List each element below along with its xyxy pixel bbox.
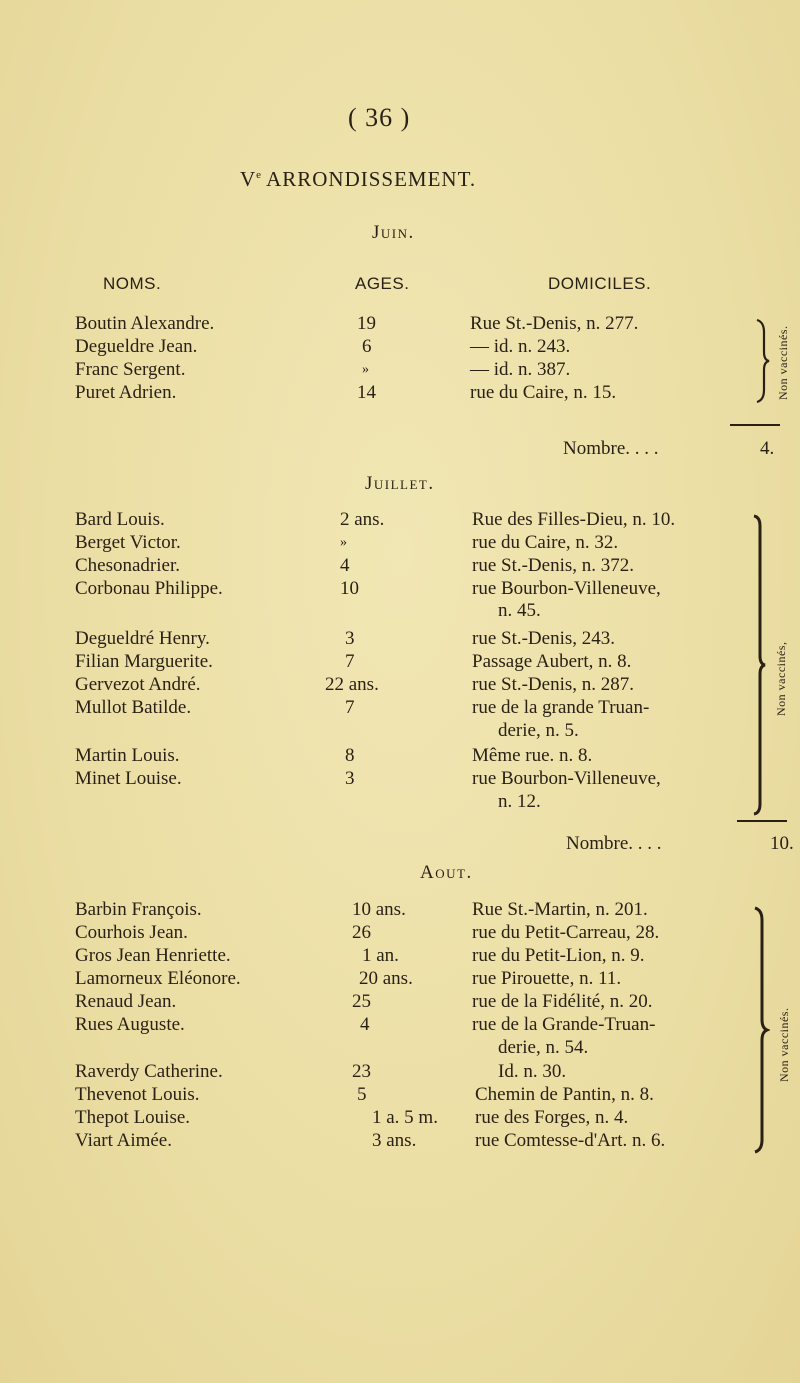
entry-domicile: rue de la Fidélité, n. 20. (472, 991, 653, 1012)
entry-name: Courhois Jean. (75, 922, 188, 943)
heading-ordinal-sup: e (256, 169, 263, 181)
status-label: Non vaccinés. (777, 1007, 791, 1082)
entry-age: 20 ans. (359, 968, 413, 989)
entry-domicile-continued: derie, n. 5. (498, 720, 579, 741)
entry-name: Mullot Batilde. (75, 697, 192, 718)
entry-domicile: Rue des Filles-Dieu, n. 10. (472, 509, 676, 530)
entry-age: 2 ans. (340, 509, 385, 530)
column-header-names: NOMS. (103, 274, 162, 293)
entry-name: Minet Louise. (75, 768, 182, 789)
entry-age: 7 (345, 651, 355, 672)
entry-name: Degueldre Jean. (75, 336, 198, 357)
page-heading (240, 167, 476, 192)
entry-age: 4 (360, 1014, 370, 1035)
right-brace-icon (752, 514, 768, 816)
total-rule (730, 424, 780, 426)
entry-domicile: Passage Aubert, n. 8. (472, 651, 632, 672)
entry-age: 26 (352, 922, 371, 943)
entry-domicile: — id. n. 243. (470, 336, 571, 357)
entry-age: 3 (345, 628, 355, 649)
entry-domicile: — id. n. 387. (470, 359, 571, 380)
entry-name: Renaud Jean. (75, 991, 177, 1012)
entry-age: » (340, 535, 347, 550)
entry-name: Boutin Alexandre. (75, 313, 215, 334)
entry-age: 6 (362, 336, 372, 357)
entry-name: Gervezot André. (75, 674, 201, 695)
entry-age: 3 ans. (372, 1130, 417, 1151)
entry-name: Degueldré Henry. (75, 628, 210, 649)
heading-ordinal: V (240, 167, 257, 191)
entry-age: 10 (340, 578, 359, 599)
total-value: 10. (770, 833, 794, 854)
month-heading-aout: Aout. (420, 862, 473, 883)
entry-name: Bard Louis. (75, 509, 165, 530)
entry-domicile-continued: n. 12. (498, 791, 541, 812)
entry-domicile: Chemin de Pantin, n. 8. (475, 1084, 654, 1105)
entry-name: Viart Aimée. (75, 1130, 172, 1151)
entry-name: Rues Auguste. (75, 1014, 185, 1035)
entry-name: Thevenot Louis. (75, 1084, 200, 1105)
entry-domicile: rue St.-Denis, n. 372. (472, 555, 635, 576)
entry-name: Chesonadrier. (75, 555, 181, 576)
entry-age: 8 (345, 745, 355, 766)
total-label: Nombre. . . . (566, 833, 662, 854)
entry-domicile: rue du Caire, n. 32. (472, 532, 619, 553)
entry-name: Corbonau Philippe. (75, 578, 223, 599)
right-brace-icon (755, 318, 771, 404)
entry-name: Filian Marguerite. (75, 651, 213, 672)
entry-domicile: Rue St.-Martin, n. 201. (472, 899, 648, 920)
entry-name: Gros Jean Henriette. (75, 945, 231, 966)
entry-age: 10 ans. (352, 899, 406, 920)
entry-domicile: rue de la Grande-Truan- (472, 1014, 656, 1035)
entry-domicile: Id. n. 30. (498, 1061, 567, 1082)
entry-domicile: rue du Caire, n. 15. (470, 382, 617, 403)
entry-age: 22 ans. (325, 674, 379, 695)
entry-age: » (362, 362, 369, 377)
status-label: Non vaccinés. (776, 325, 790, 400)
month-heading-juin: Juin. (372, 222, 415, 243)
entry-name: Lamorneux Eléonore. (75, 968, 241, 989)
entry-age: 25 (352, 991, 371, 1012)
entry-domicile: rue Comtesse-d'Art. n. 6. (475, 1130, 666, 1151)
entry-age: 7 (345, 697, 355, 718)
total-rule (737, 820, 787, 822)
entry-domicile: rue Bourbon-Villeneuve, (472, 578, 661, 599)
column-header-ages: AGES. (355, 274, 410, 293)
column-header-domiciles: DOMICILES. (548, 274, 652, 293)
entry-domicile-continued: n. 45. (498, 600, 541, 621)
entry-domicile: rue St.-Denis, 243. (472, 628, 616, 649)
entry-domicile: rue Bourbon-Villeneuve, (472, 768, 661, 789)
entry-domicile: rue de la grande Truan- (472, 697, 650, 718)
entry-name: Martin Louis. (75, 745, 180, 766)
total-value: 4. (760, 438, 775, 459)
right-brace-icon (752, 906, 770, 1154)
entry-domicile: rue des Forges, n. 4. (475, 1107, 629, 1128)
entry-name: Franc Sergent. (75, 359, 186, 380)
entry-age: 1 an. (362, 945, 399, 966)
page-number: ( 36 ) (348, 103, 411, 132)
entry-age: 3 (345, 768, 355, 789)
heading-title: ARRONDISSEMENT. (266, 167, 477, 191)
status-label: Non vaccinés, (774, 641, 788, 716)
entry-domicile: Rue St.-Denis, n. 277. (470, 313, 639, 334)
entry-age: 4 (340, 555, 350, 576)
entry-domicile: rue Pirouette, n. 11. (472, 968, 622, 989)
entry-domicile: Même rue. n. 8. (472, 745, 593, 766)
entry-name: Raverdy Catherine. (75, 1061, 223, 1082)
entry-age: 14 (357, 382, 376, 403)
entry-age: 1 a. 5 m. (372, 1107, 438, 1128)
entry-name: Barbin François. (75, 899, 202, 920)
entry-name: Thepot Louise. (75, 1107, 191, 1128)
entry-age: 5 (357, 1084, 367, 1105)
entry-age: 23 (352, 1061, 371, 1082)
entry-domicile-continued: derie, n. 54. (498, 1037, 589, 1058)
entry-domicile: rue du Petit-Lion, n. 9. (472, 945, 645, 966)
month-heading-juillet: Juillet. (365, 473, 435, 494)
entry-name: Puret Adrien. (75, 382, 177, 403)
total-label: Nombre. . . . (563, 438, 659, 459)
entry-domicile: rue St.-Denis, n. 287. (472, 674, 635, 695)
entry-name: Berget Victor. (75, 532, 181, 553)
entry-domicile: rue du Petit-Carreau, 28. (472, 922, 660, 943)
entry-age: 19 (357, 313, 376, 334)
